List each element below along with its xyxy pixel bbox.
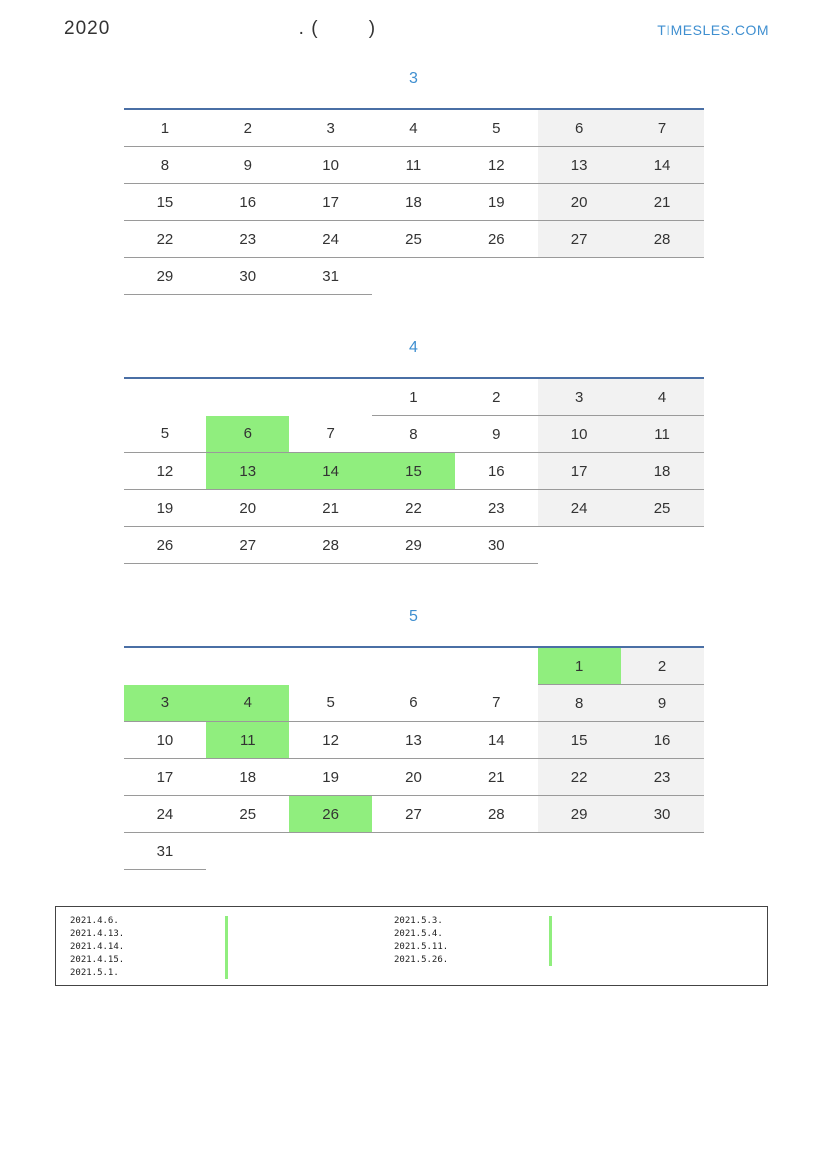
- calendar-day-cell[interactable]: 14: [289, 453, 372, 490]
- calendar-day-cell[interactable]: 3: [538, 378, 621, 416]
- calendar-cell-empty: [455, 833, 538, 870]
- legend-holiday-marker: [225, 916, 228, 979]
- calendar-week-row: [124, 258, 704, 295]
- calendar-table: [124, 644, 704, 870]
- calendar-day-cell[interactable]: 16: [206, 184, 289, 221]
- calendar-day-cell[interactable]: 26: [289, 796, 372, 833]
- calendar-day-cell[interactable]: 4: [206, 685, 289, 722]
- legend-box: [55, 906, 768, 986]
- calendar-cell-empty: [124, 378, 207, 416]
- calendar-day-cell[interactable]: 30: [621, 796, 704, 833]
- month-title: 3: [409, 70, 418, 87]
- calendar-day-cell[interactable]: 25: [372, 221, 455, 258]
- calendar-cell-empty: [206, 378, 289, 416]
- calendar-week-row: [124, 796, 704, 833]
- calendar-day-cell[interactable]: 9: [621, 685, 704, 722]
- calendar-day-cell[interactable]: 16: [621, 722, 704, 759]
- calendar-cell-empty: [289, 647, 372, 685]
- calendar-day-cell[interactable]: 7: [621, 109, 704, 147]
- calendar-day-cell[interactable]: 7: [455, 685, 538, 722]
- legend-item: 2021.4.6.: [70, 916, 119, 926]
- calendar-day-cell[interactable]: 8: [372, 416, 455, 453]
- calendar-day-cell[interactable]: 8: [124, 147, 207, 184]
- calendar-day-cell[interactable]: 26: [455, 221, 538, 258]
- calendar-day-cell[interactable]: 2: [206, 109, 289, 147]
- calendar-day-cell[interactable]: 10: [538, 416, 621, 453]
- calendar-cell-empty: [372, 258, 455, 295]
- calendar-day-cell[interactable]: 13: [206, 453, 289, 490]
- calendar-day-cell[interactable]: 30: [455, 527, 538, 564]
- page-header: [0, 18, 827, 54]
- calendar-day-cell[interactable]: 17: [289, 184, 372, 221]
- month-block-may: [0, 608, 827, 870]
- calendar-day-cell[interactable]: 22: [538, 759, 621, 796]
- calendar-day-cell[interactable]: 11: [372, 147, 455, 184]
- calendar-day-cell[interactable]: 12: [289, 722, 372, 759]
- calendar-day-cell[interactable]: 20: [206, 490, 289, 527]
- calendar-day-cell[interactable]: 29: [538, 796, 621, 833]
- calendar-week-row: [124, 685, 704, 722]
- calendar-day-cell[interactable]: 30: [206, 258, 289, 295]
- calendar-day-cell[interactable]: 28: [455, 796, 538, 833]
- calendar-day-cell[interactable]: 9: [206, 147, 289, 184]
- calendar-week-row: [124, 147, 704, 184]
- calendar-day-cell[interactable]: 5: [124, 416, 207, 453]
- legend-item: 2021.4.13.: [70, 929, 125, 939]
- legend-column-2: [394, 915, 448, 967]
- calendar-week-row: [124, 647, 704, 685]
- calendar-cell-empty: [538, 258, 621, 295]
- calendar-day-cell[interactable]: 3: [124, 685, 207, 722]
- calendar-day-cell[interactable]: 2: [621, 647, 704, 685]
- calendar-day-cell[interactable]: 11: [206, 722, 289, 759]
- calendar-day-cell[interactable]: 24: [124, 796, 207, 833]
- calendar-day-cell[interactable]: 23: [455, 490, 538, 527]
- calendar-day-cell[interactable]: 1: [372, 378, 455, 416]
- calendar-cell-empty: [124, 647, 207, 685]
- calendar-day-cell[interactable]: 16: [455, 453, 538, 490]
- calendar-week-row: [124, 184, 704, 221]
- calendar-day-cell[interactable]: 31: [124, 833, 207, 870]
- calendar-day-cell[interactable]: 15: [372, 453, 455, 490]
- calendar-day-cell[interactable]: 26: [124, 527, 207, 564]
- calendar-day-cell[interactable]: 10: [289, 147, 372, 184]
- calendar-day-cell[interactable]: 20: [372, 759, 455, 796]
- calendar-day-cell[interactable]: 5: [455, 109, 538, 147]
- month-title: 4: [409, 339, 418, 356]
- legend-item: 2021.5.26.: [394, 955, 449, 965]
- calendar-week-row: [124, 722, 704, 759]
- calendar-day-cell[interactable]: 29: [372, 527, 455, 564]
- brand-suffix: MESLES.COM: [670, 22, 769, 38]
- calendar-week-row: [124, 416, 704, 453]
- calendar-cell-empty: [372, 647, 455, 685]
- calendar-day-cell[interactable]: 15: [124, 184, 207, 221]
- legend-item: 2021.4.14.: [70, 942, 125, 952]
- month-block-april: [0, 339, 827, 564]
- calendar-week-row: [124, 221, 704, 258]
- legend-column-1: [70, 915, 124, 980]
- calendar-day-cell[interactable]: 23: [621, 759, 704, 796]
- calendar-day-cell[interactable]: 3: [289, 109, 372, 147]
- calendar-day-cell[interactable]: 19: [289, 759, 372, 796]
- calendar-cell-empty: [455, 258, 538, 295]
- calendar-day-cell[interactable]: 23: [206, 221, 289, 258]
- calendar-week-row: [124, 527, 704, 564]
- calendar-week-row: [124, 109, 704, 147]
- month-title: 5: [409, 608, 418, 625]
- calendar-day-cell[interactable]: 12: [455, 147, 538, 184]
- calendar-week-row: [124, 453, 704, 490]
- calendar-day-cell[interactable]: 21: [621, 184, 704, 221]
- calendar-day-cell[interactable]: 13: [372, 722, 455, 759]
- calendar-day-cell[interactable]: 19: [124, 490, 207, 527]
- calendar-day-cell[interactable]: 28: [621, 221, 704, 258]
- calendar-day-cell[interactable]: 17: [124, 759, 207, 796]
- calendar-body: [124, 375, 704, 564]
- calendar-day-cell[interactable]: 14: [455, 722, 538, 759]
- calendar-day-cell[interactable]: 27: [372, 796, 455, 833]
- legend-item: 2021.4.15.: [70, 955, 125, 965]
- legend-item: 2021.5.11.: [394, 942, 449, 952]
- calendar-day-cell[interactable]: 14: [621, 147, 704, 184]
- calendar-cell-empty: [621, 833, 704, 870]
- calendar-day-cell[interactable]: 10: [124, 722, 207, 759]
- calendar-day-cell[interactable]: 25: [206, 796, 289, 833]
- calendar-cell-empty: [289, 833, 372, 870]
- calendar-day-cell[interactable]: 19: [455, 184, 538, 221]
- calendar-day-cell[interactable]: 1: [124, 109, 207, 147]
- calendar-day-cell[interactable]: 15: [538, 722, 621, 759]
- calendar-day-cell[interactable]: 21: [289, 490, 372, 527]
- calendar-cell-empty: [455, 647, 538, 685]
- calendar-week-row: [124, 490, 704, 527]
- calendar-day-cell[interactable]: 18: [206, 759, 289, 796]
- calendar-cell-empty: [538, 833, 621, 870]
- calendar-day-cell[interactable]: 4: [621, 378, 704, 416]
- calendar-week-row: [124, 378, 704, 416]
- calendar-day-cell[interactable]: 12: [124, 453, 207, 490]
- calendar-cell-empty: [206, 833, 289, 870]
- legend-item: 2021.5.3.: [394, 916, 443, 926]
- calendar-table: [124, 106, 704, 295]
- calendar-day-cell[interactable]: 1: [538, 647, 621, 685]
- calendar-day-cell[interactable]: 7: [289, 416, 372, 453]
- calendar-day-cell[interactable]: 17: [538, 453, 621, 490]
- brand-prefix: T: [657, 22, 667, 38]
- calendar-cell-empty: [538, 527, 621, 564]
- brand-dot: I: [666, 22, 671, 38]
- page-title: 2020 . ( ): [64, 18, 377, 39]
- calendar-day-cell[interactable]: 31: [289, 258, 372, 295]
- calendar-day-cell[interactable]: 6: [206, 416, 289, 453]
- calendar-day-cell[interactable]: 27: [538, 221, 621, 258]
- calendar-day-cell[interactable]: 18: [621, 453, 704, 490]
- calendar-day-cell[interactable]: 6: [372, 685, 455, 722]
- calendar-day-cell[interactable]: 21: [455, 759, 538, 796]
- calendar-week-row: [124, 833, 704, 870]
- calendar-day-cell[interactable]: 13: [538, 147, 621, 184]
- calendar-day-cell[interactable]: 4: [372, 109, 455, 147]
- calendar-day-cell[interactable]: 27: [206, 527, 289, 564]
- calendar-day-cell[interactable]: 24: [289, 221, 372, 258]
- calendar-day-cell[interactable]: 6: [538, 109, 621, 147]
- calendar-day-cell[interactable]: 28: [289, 527, 372, 564]
- calendar-body: [124, 644, 704, 870]
- calendar-cell-empty: [621, 258, 704, 295]
- calendar-day-cell[interactable]: 9: [455, 416, 538, 453]
- month-block-march: [0, 70, 827, 295]
- legend-item: 2021.5.1.: [70, 968, 119, 978]
- site-brand: [657, 22, 769, 38]
- calendar-day-cell[interactable]: 24: [538, 490, 621, 527]
- calendar-day-cell[interactable]: 11: [621, 416, 704, 453]
- calendar-cell-empty: [372, 833, 455, 870]
- legend-holiday-marker: [549, 916, 552, 966]
- legend-item: 2021.5.4.: [394, 929, 443, 939]
- calendar-day-cell[interactable]: 18: [372, 184, 455, 221]
- calendar-day-cell[interactable]: 22: [124, 221, 207, 258]
- calendar-day-cell[interactable]: 5: [289, 685, 372, 722]
- calendar-day-cell[interactable]: 20: [538, 184, 621, 221]
- calendar-body: [124, 106, 704, 295]
- calendar-cell-empty: [289, 378, 372, 416]
- calendar-cell-empty: [206, 647, 289, 685]
- calendar-table: [124, 375, 704, 564]
- calendar-week-row: [124, 759, 704, 796]
- calendar-day-cell[interactable]: 29: [124, 258, 207, 295]
- calendar-day-cell[interactable]: 2: [455, 378, 538, 416]
- calendar-day-cell[interactable]: 8: [538, 685, 621, 722]
- calendar-day-cell[interactable]: 22: [372, 490, 455, 527]
- calendar-day-cell[interactable]: 25: [621, 490, 704, 527]
- calendar-cell-empty: [621, 527, 704, 564]
